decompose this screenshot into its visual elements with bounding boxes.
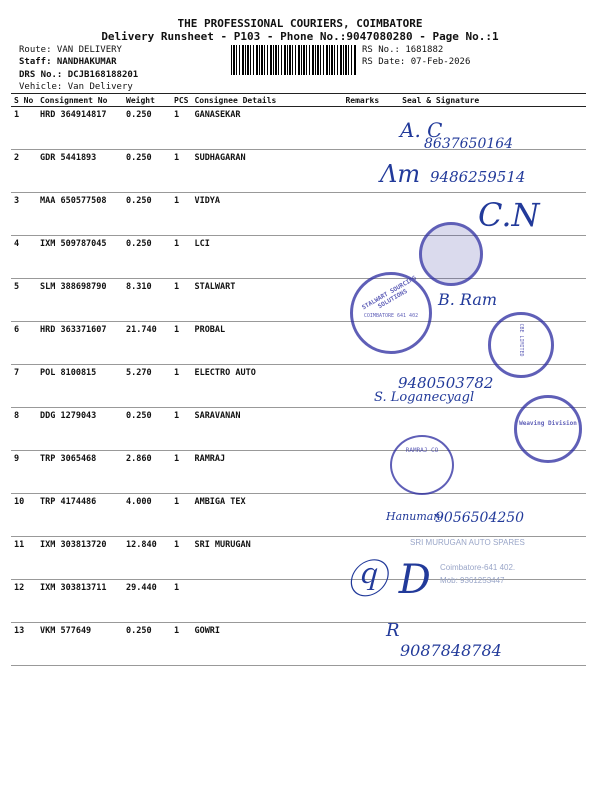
- row-consignment: HRD 363371607: [37, 322, 123, 365]
- row-weight: 21.740: [123, 322, 171, 365]
- signature-1-phone: 8637650164: [424, 136, 514, 152]
- row-consignee: SARAVANAN: [191, 408, 342, 451]
- vehicle-label: Vehicle: Van Delivery: [19, 82, 133, 92]
- row-consignee: STALWART: [191, 279, 342, 322]
- drs-label: DRS No.: DCJB168188201: [19, 70, 139, 80]
- row-consignee: RAMRAJ: [191, 451, 342, 494]
- row-sno: 10: [11, 494, 37, 537]
- murugan-stamp-addr: Coimbatore-641 402.: [440, 563, 516, 572]
- row-sno: 11: [11, 537, 37, 580]
- row-weight: 0.250: [123, 623, 171, 666]
- row-pcs: 1: [171, 451, 191, 494]
- row-pcs: 1: [171, 537, 191, 580]
- table-row: [11, 451, 586, 494]
- rs-number: RS No.: 1681882: [362, 45, 444, 55]
- row-pcs: 1: [171, 279, 191, 322]
- row-pcs: 1: [171, 580, 191, 623]
- table-row: [11, 408, 586, 451]
- row-pcs: 1: [171, 193, 191, 236]
- row-weight: 5.270: [123, 365, 171, 408]
- row-consignment: IXM 509787045: [37, 236, 123, 279]
- row-weight: 8.310: [123, 279, 171, 322]
- murugan-stamp-mobile: Mob: 9361253447: [440, 576, 505, 585]
- row-pcs: 1: [171, 107, 191, 150]
- row-sno: 6: [11, 322, 37, 365]
- route-label: Route: VAN DELIVERY: [19, 45, 122, 55]
- row-consignee: SUDHAGARAN: [191, 150, 342, 193]
- signature-7-name: S. Loganecyagl: [374, 390, 475, 405]
- row-sno: 5: [11, 279, 37, 322]
- row-pcs: 1: [171, 236, 191, 279]
- table-row: [11, 279, 586, 322]
- row-pcs: 1: [171, 365, 191, 408]
- signature-7-phone: 9480503782: [398, 374, 494, 392]
- signature-2: Λm: [380, 160, 421, 188]
- row-seal: [382, 236, 586, 279]
- row-consignment: POL 8100815: [37, 365, 123, 408]
- row-pcs: 1: [171, 623, 191, 666]
- table-row: [11, 580, 586, 623]
- row-sno: 4: [11, 236, 37, 279]
- row-remarks: [342, 451, 382, 494]
- barcode: [231, 45, 357, 75]
- row-sno: 9: [11, 451, 37, 494]
- row-pcs: 1: [171, 322, 191, 365]
- row-remarks: [342, 408, 382, 451]
- table-header-row: [11, 94, 586, 107]
- signature-11: ⓠ D: [346, 557, 431, 603]
- row-sno: 8: [11, 408, 37, 451]
- stalwart-stamp: STALWART SOURCING SOLUTIONS COIMBATORE 641 402: [350, 272, 432, 354]
- row-pcs: 1: [171, 150, 191, 193]
- row-consignee: LCI: [191, 236, 342, 279]
- row-remarks: [342, 150, 382, 193]
- row-sno: 1: [11, 107, 37, 150]
- row-consignee: VIDYA: [191, 193, 342, 236]
- row-consignee: PROBAL: [191, 322, 342, 365]
- signature-10-name: Hanuman: [386, 510, 441, 523]
- signature-2-phone: 9486259514: [430, 168, 526, 186]
- rs-date: RS Date: 07-Feb-2026: [362, 57, 471, 67]
- row-consignment: IXM 303813720: [37, 537, 123, 580]
- signature-10-phone: 9056504250: [435, 510, 525, 526]
- row-remarks: [342, 107, 382, 150]
- row-consignment: DDG 1279043: [37, 408, 123, 451]
- row-remarks: [342, 494, 382, 537]
- lakshmi-stamp: [419, 222, 483, 286]
- row-consignee: [191, 580, 342, 623]
- row-remarks: [342, 236, 382, 279]
- row-weight: 4.000: [123, 494, 171, 537]
- row-weight: 12.840: [123, 537, 171, 580]
- row-consignment: TRP 4174486: [37, 494, 123, 537]
- col-sno: S No: [11, 94, 37, 107]
- table-row: [11, 236, 586, 279]
- row-weight: 0.250: [123, 193, 171, 236]
- row-sno: 7: [11, 365, 37, 408]
- row-weight: 2.860: [123, 451, 171, 494]
- row-consignee: AMBIGA TEX: [191, 494, 342, 537]
- row-consignee: SRI MURUGAN: [191, 537, 342, 580]
- row-sno: 12: [11, 580, 37, 623]
- row-weight: 29.440: [123, 580, 171, 623]
- staff-label: Staff: NANDHAKUMAR: [19, 57, 117, 67]
- row-consignment: SLM 388698790: [37, 279, 123, 322]
- signature-5: B. Ram: [438, 290, 498, 309]
- signature-3: C.N: [478, 196, 540, 234]
- row-pcs: 1: [171, 408, 191, 451]
- ramraj-stamp: RAMRAJ CO: [390, 435, 454, 495]
- col-consignment: Consignment No: [37, 94, 123, 107]
- company-title: THE PROFESSIONAL COURIERS, COIMBATORE: [177, 17, 423, 30]
- row-sno: 13: [11, 623, 37, 666]
- col-seal: Seal & Signature: [382, 94, 586, 107]
- row-remarks: [342, 193, 382, 236]
- murugan-stamp-name: SRI MURUGAN AUTO SPARES: [410, 538, 525, 547]
- row-consignment: HRD 364914817: [37, 107, 123, 150]
- row-pcs: 1: [171, 494, 191, 537]
- row-sno: 3: [11, 193, 37, 236]
- row-consignee: GOWRI: [191, 623, 342, 666]
- row-weight: 0.250: [123, 107, 171, 150]
- row-weight: 0.250: [123, 236, 171, 279]
- col-pcs: PCS: [171, 94, 191, 107]
- row-consignment: GDR 5441893: [37, 150, 123, 193]
- row-sno: 2: [11, 150, 37, 193]
- row-consignee: ELECTRO AUTO: [191, 365, 342, 408]
- bannari-stamp: Weaving Division: [514, 395, 582, 463]
- signature-13-phone: 9087848784: [400, 641, 502, 660]
- row-weight: 0.250: [123, 150, 171, 193]
- col-remarks: Remarks: [342, 94, 382, 107]
- probal-stamp: CBE LIMITED: [488, 312, 554, 378]
- col-consignee: Consignee Details: [191, 94, 342, 107]
- row-remarks: [342, 623, 382, 666]
- row-consignment: VKM 577649: [37, 623, 123, 666]
- row-weight: 0.250: [123, 408, 171, 451]
- signature-1: A. C: [400, 118, 443, 142]
- row-consignment: TRP 3065468: [37, 451, 123, 494]
- signature-13: R: [386, 620, 400, 641]
- row-consignment: IXM 303813711: [37, 580, 123, 623]
- col-weight: Weight: [123, 94, 171, 107]
- row-consignee: GANASEKAR: [191, 107, 342, 150]
- runsheet-subtitle: Delivery Runsheet - P103 - Phone No.:9047080280 - Page No.:1: [101, 30, 499, 43]
- row-consignment: MAA 650577508: [37, 193, 123, 236]
